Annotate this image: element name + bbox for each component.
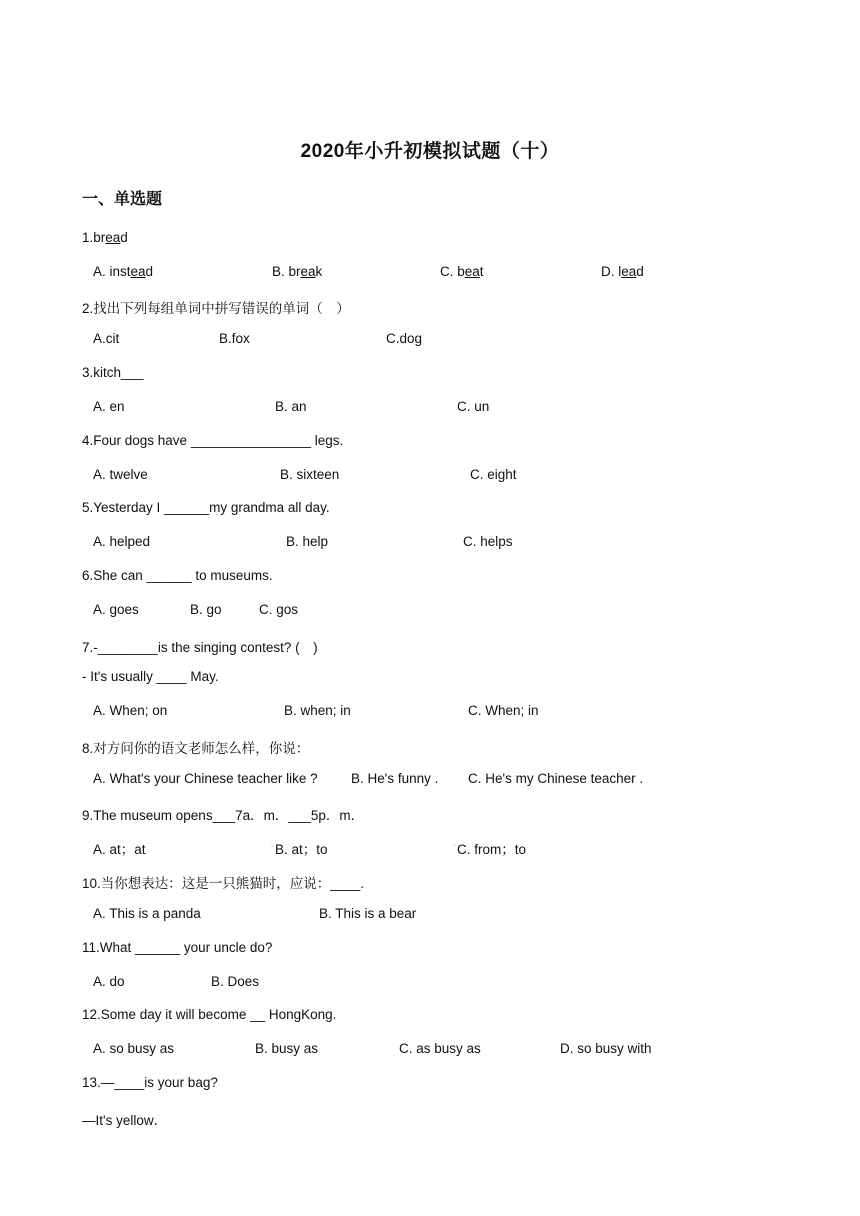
option-c[interactable]: C. from；to <box>457 842 527 857</box>
question-4-stem: 4.Four dogs have ________________ legs. <box>82 433 344 448</box>
question-13-stem: 13.—____is your bag? <box>82 1075 218 1090</box>
question-12-stem: 12.Some day it will become __ HongKong. <box>82 1007 337 1022</box>
option-b[interactable]: B. go <box>190 602 222 617</box>
question-7-stem: 7.-________is the singing contest? ( ) <box>82 640 318 655</box>
option-a[interactable]: A. What's your Chinese teacher like ? <box>93 771 318 786</box>
question-9-stem: 9.The museum opens___7a．m．___5p．m． <box>82 808 365 823</box>
question-6-options <box>93 602 793 622</box>
question-11-stem: 11.What ______ your uncle do? <box>82 940 273 955</box>
option-b[interactable]: B. help <box>286 534 329 549</box>
question-12-options <box>93 1041 793 1061</box>
option-a[interactable]: A. at；at <box>93 842 146 857</box>
option-b[interactable]: B. at；to <box>275 842 328 857</box>
option-d[interactable]: D. so busy with <box>560 1041 652 1056</box>
question-8-stem: 8.对方问你的语文老师怎么样，你说： <box>82 741 310 756</box>
option-b[interactable]: B.fox <box>219 331 250 346</box>
option-a[interactable]: A. This is a panda <box>93 906 201 921</box>
option-b[interactable]: B. He's funny . <box>351 771 439 786</box>
question-4-options <box>93 467 793 487</box>
option-a[interactable]: A. so busy as <box>93 1041 175 1056</box>
option-b[interactable]: B. sixteen <box>280 467 340 482</box>
option-d[interactable]: D. lead <box>601 264 644 279</box>
option-a[interactable]: A. twelve <box>93 467 148 482</box>
question-2-stem: 2.找出下列每组单词中拼写错误的单词（ ） <box>82 301 350 316</box>
option-a[interactable]: A. instead <box>93 264 154 279</box>
stem-text: d <box>120 230 128 245</box>
question-2-options <box>93 331 793 351</box>
option-c[interactable]: C. helps <box>463 534 513 549</box>
page-title: 2020年小升初模拟试题（十） <box>300 141 560 162</box>
question-6-stem: 6.She can ______ to museums. <box>82 568 273 583</box>
option-c[interactable]: C. gos <box>259 602 299 617</box>
question-11-options <box>93 974 793 994</box>
section-heading: 一、单选题 <box>82 191 163 208</box>
dot-mark-icon: ◦ <box>271 841 274 850</box>
question-10-options <box>93 906 793 926</box>
question-7-stem-line2: - It's usually ____ May. <box>82 669 219 684</box>
question-3-options <box>93 399 793 419</box>
stem-text: 1.br <box>82 230 106 245</box>
option-c[interactable]: C. eight <box>470 467 517 482</box>
question-13-stem-line2: —It's yellow． <box>82 1113 168 1128</box>
option-c[interactable]: C. as busy as <box>399 1041 481 1056</box>
option-c[interactable]: C.dog <box>386 331 423 346</box>
option-b[interactable]: B. an <box>275 399 307 414</box>
option-c[interactable]: C. un <box>457 399 490 414</box>
question-10-stem: 10.当你想表达：这是一只熊猫时，应说：____. <box>82 876 365 891</box>
option-a[interactable]: A. goes <box>93 602 139 617</box>
option-b[interactable]: B. busy as <box>255 1041 319 1056</box>
dot-mark-icon: ◦ <box>453 841 456 850</box>
option-b[interactable]: B. Does <box>211 974 260 989</box>
question-5-stem: 5.Yesterday I ______my grandma all day. <box>82 500 330 515</box>
option-b[interactable]: B. when; in <box>284 703 351 718</box>
option-a[interactable]: A. en <box>93 399 125 414</box>
stem-underlined: ea <box>105 230 121 245</box>
question-5-options <box>93 534 793 554</box>
option-a[interactable]: A.cit <box>93 331 120 346</box>
option-c[interactable]: C. He's my Chinese teacher . <box>468 771 644 786</box>
option-a[interactable]: A. helped <box>93 534 151 549</box>
question-8-options <box>93 771 793 791</box>
question-1-stem <box>82 230 128 245</box>
option-b[interactable]: B. break <box>272 264 323 279</box>
option-c[interactable]: C. beat <box>440 264 484 279</box>
option-a[interactable]: A. When; on <box>93 703 168 718</box>
question-7-options <box>93 703 793 723</box>
option-c[interactable]: C. When; in <box>468 703 539 718</box>
question-3-stem: 3.kitch___ <box>82 365 144 380</box>
question-9-options <box>93 838 793 858</box>
question-1-options <box>93 264 793 284</box>
option-b[interactable]: B. This is a bear <box>319 906 417 921</box>
option-a[interactable]: A. do <box>93 974 125 989</box>
